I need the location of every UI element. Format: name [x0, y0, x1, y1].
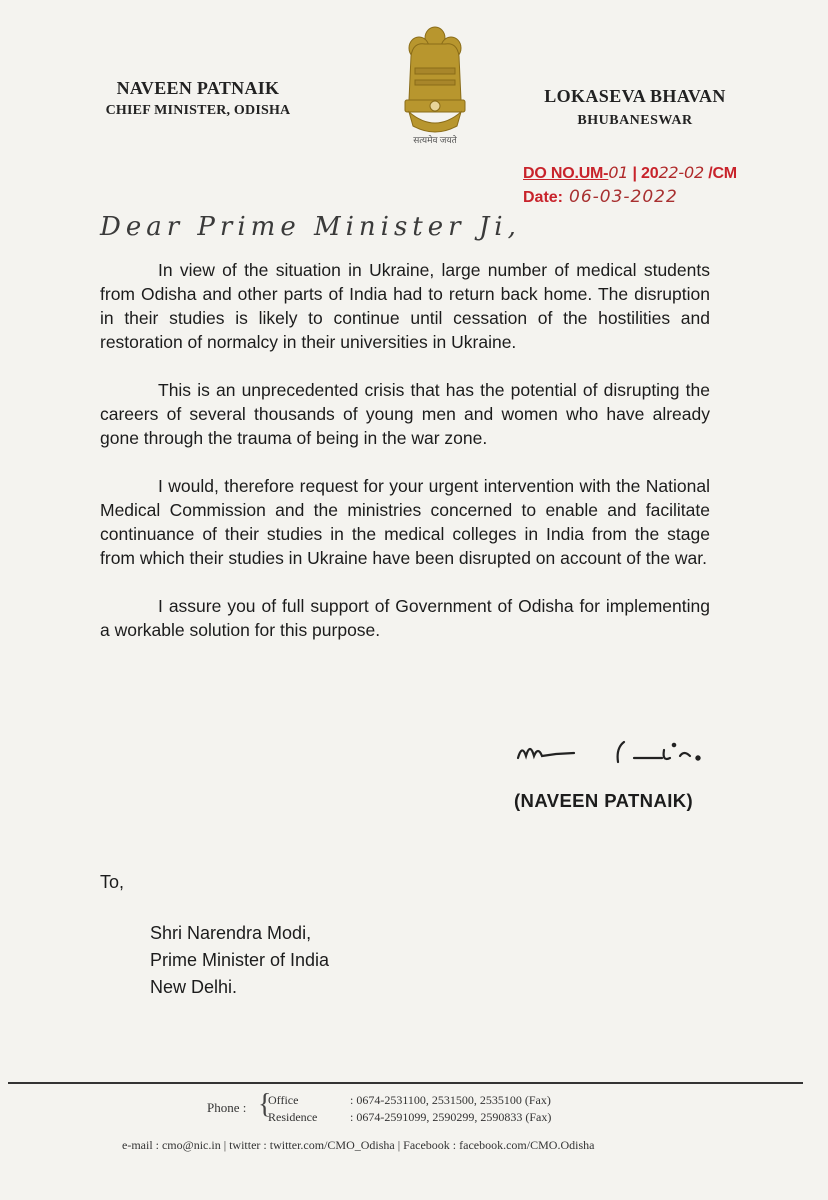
do-number: [523, 163, 737, 183]
office-label: Office: [268, 1093, 299, 1107]
sender-designation: CHIEF MINISTER, ODISHA: [105, 103, 291, 118]
office-place: LOKASEVA BHAVAN: [544, 86, 726, 106]
office-phone-row: [268, 1093, 551, 1108]
addressee-line-1: Shri Narendra Modi,: [150, 923, 312, 943]
do-suffix: /CM: [703, 165, 737, 182]
addressee-block: [150, 920, 329, 1001]
footer-divider: [8, 1082, 803, 1084]
salutation: Dear Prime Minister Ji,: [100, 212, 521, 242]
reference-stamp: [523, 163, 737, 207]
letterhead-right: [520, 86, 750, 129]
date-value: 06-03-2022: [569, 187, 678, 207]
do-prefix: DO NO.UM-: [523, 165, 609, 182]
addressee-line-3: New Delhi.: [150, 977, 238, 997]
brace-icon: {: [258, 1089, 272, 1120]
residence-phone-row: [268, 1110, 551, 1125]
sender-name: NAVEEN PATNAIK: [116, 78, 280, 98]
do-mid: | 20: [628, 165, 659, 182]
do-hand-a: 01: [608, 163, 629, 182]
date-label: Date:: [523, 189, 564, 206]
letter-date: [523, 187, 737, 207]
signatory-name: (NAVEEN PATNAIK): [514, 790, 694, 811]
body-paragraph-2: This is an unprecedented crisis that has the potential of disrupting the careers of several thousands of young men and women who have already gone through the trauma of being in the war zone.: [100, 380, 710, 448]
residence-label: Residence: [268, 1110, 318, 1124]
contact-line: e-mail : cmo@nic.in | twitter : twitter.com/CMO_Odisha | Facebook : facebook.com/CMO.Odisha: [122, 1138, 595, 1152]
body-paragraph-3: I would, therefore request for your urgent intervention with the National Medical Commission and the ministries concerned to enable and facilitate continuance of their studies in the medical colleges in India from the stage from which their studies in Ukraine have been disrupted on account of the war.: [100, 476, 710, 568]
emblem-motto: सत्यमेव जयते: [413, 135, 457, 145]
residence-phone: : 0674-2591099, 2590299, 2590833 (Fax): [350, 1110, 552, 1124]
addressee-line-2: Prime Minister of India: [150, 950, 330, 970]
body-paragraph-1: In view of the situation in Ukraine, large number of medical students from Odisha and other parts of India had to return back home. The disruption in their studies is likely to continue until cessation of the hostilities and restoration of normalcy in their universities in Ukraine.: [100, 260, 710, 352]
to-label: To,: [100, 872, 125, 892]
office-phone: : 0674-2531100, 2531500, 2535100 (Fax): [350, 1093, 551, 1107]
phone-label: Phone :: [207, 1100, 247, 1115]
letter-body: [100, 258, 710, 666]
letterhead-left: [78, 78, 318, 119]
body-paragraph-4: I assure you of full support of Government of Odisha for implementing a workable solution for this purpose.: [100, 596, 710, 640]
office-city: BHUBANESWAR: [577, 113, 693, 128]
do-hand-b: 22-02: [658, 163, 704, 182]
signature-icon: [512, 728, 742, 778]
